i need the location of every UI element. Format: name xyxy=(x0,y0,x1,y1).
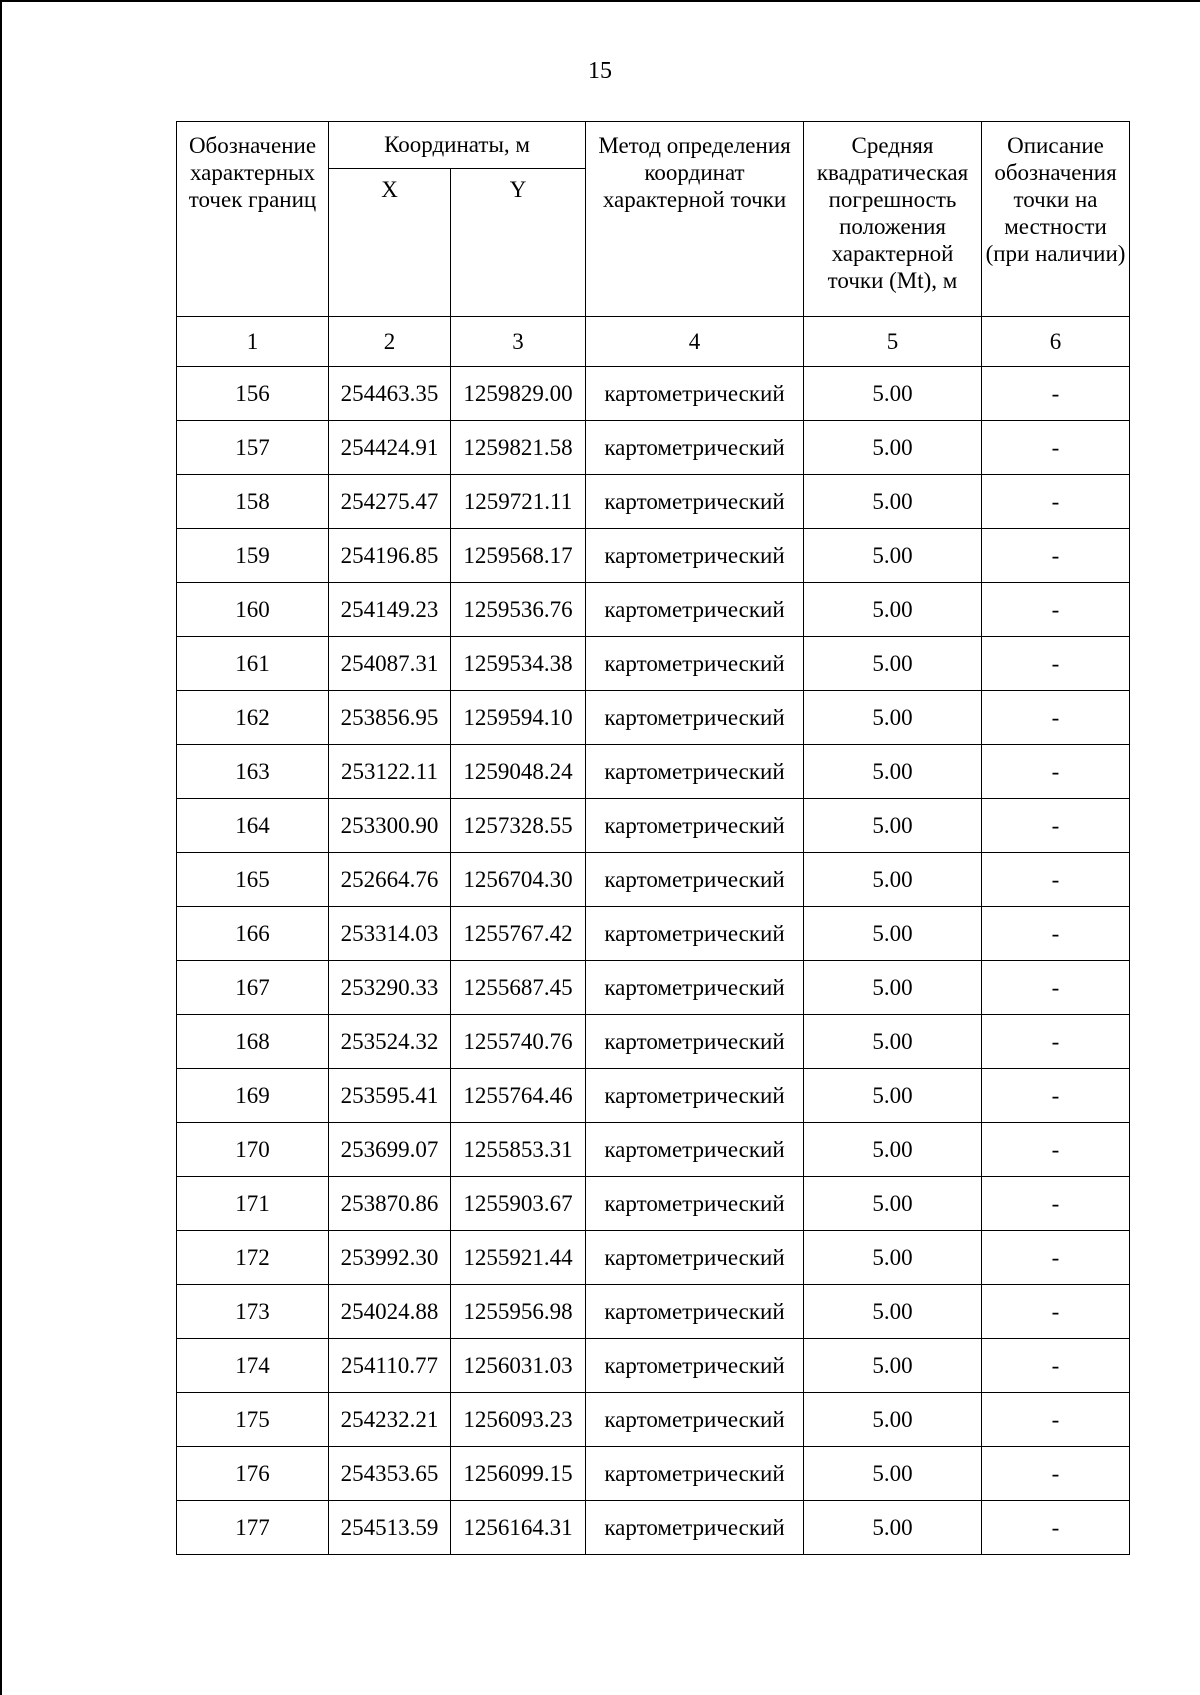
method-cell: картометрический xyxy=(586,691,804,745)
point-cell: 168 xyxy=(177,1015,329,1069)
header-x: X xyxy=(329,169,451,317)
y-coordinate-cell: 1255687.45 xyxy=(451,961,586,1015)
point-cell: 174 xyxy=(177,1339,329,1393)
description-cell: - xyxy=(982,1447,1130,1501)
y-coordinate-cell: 1255956.98 xyxy=(451,1285,586,1339)
x-coordinate-cell: 254424.91 xyxy=(329,421,451,475)
y-coordinate-cell: 1256031.03 xyxy=(451,1339,586,1393)
table-row xyxy=(177,1069,1130,1123)
table-row xyxy=(177,1015,1130,1069)
table-row xyxy=(177,691,1130,745)
mean-error-cell: 5.00 xyxy=(804,907,982,961)
x-coordinate-cell: 254232.21 xyxy=(329,1393,451,1447)
point-cell: 157 xyxy=(177,421,329,475)
point-cell: 177 xyxy=(177,1501,329,1555)
description-cell: - xyxy=(982,1123,1130,1177)
mean-error-cell: 5.00 xyxy=(804,1231,982,1285)
y-coordinate-cell: 1259048.24 xyxy=(451,745,586,799)
x-coordinate-cell: 253290.33 xyxy=(329,961,451,1015)
y-coordinate-cell: 1259594.10 xyxy=(451,691,586,745)
header-point-designation: Обозначение характерных точек границ xyxy=(177,122,329,317)
method-cell: картометрический xyxy=(586,583,804,637)
point-cell: 166 xyxy=(177,907,329,961)
x-coordinate-cell: 254024.88 xyxy=(329,1285,451,1339)
method-cell: картометрический xyxy=(586,1069,804,1123)
y-coordinate-cell: 1255853.31 xyxy=(451,1123,586,1177)
description-cell: - xyxy=(982,367,1130,421)
x-coordinate-cell: 254353.65 xyxy=(329,1447,451,1501)
x-coordinate-cell: 253595.41 xyxy=(329,1069,451,1123)
point-cell: 165 xyxy=(177,853,329,907)
method-cell: картометрический xyxy=(586,1501,804,1555)
y-coordinate-cell: 1259829.00 xyxy=(451,367,586,421)
y-coordinate-cell: 1259568.17 xyxy=(451,529,586,583)
method-cell: картометрический xyxy=(586,367,804,421)
mean-error-cell: 5.00 xyxy=(804,1177,982,1231)
y-coordinate-cell: 1256093.23 xyxy=(451,1393,586,1447)
description-cell: - xyxy=(982,1177,1130,1231)
mean-error-cell: 5.00 xyxy=(804,1393,982,1447)
mean-error-cell: 5.00 xyxy=(804,475,982,529)
table-row xyxy=(177,637,1130,691)
column-number: 3 xyxy=(451,317,586,367)
description-cell: - xyxy=(982,1231,1130,1285)
y-coordinate-cell: 1255767.42 xyxy=(451,907,586,961)
table-row xyxy=(177,1123,1130,1177)
description-cell: - xyxy=(982,691,1130,745)
table-row xyxy=(177,1285,1130,1339)
method-cell: картометрический xyxy=(586,907,804,961)
x-coordinate-cell: 253300.90 xyxy=(329,799,451,853)
column-number: 2 xyxy=(329,317,451,367)
method-cell: картометрический xyxy=(586,1447,804,1501)
method-cell: картометрический xyxy=(586,421,804,475)
x-coordinate-cell: 253524.32 xyxy=(329,1015,451,1069)
mean-error-cell: 5.00 xyxy=(804,1501,982,1555)
point-cell: 161 xyxy=(177,637,329,691)
y-coordinate-cell: 1259821.58 xyxy=(451,421,586,475)
column-number: 4 xyxy=(586,317,804,367)
y-coordinate-cell: 1255764.46 xyxy=(451,1069,586,1123)
y-coordinate-cell: 1255740.76 xyxy=(451,1015,586,1069)
description-cell: - xyxy=(982,907,1130,961)
point-cell: 175 xyxy=(177,1393,329,1447)
method-cell: картометрический xyxy=(586,1285,804,1339)
header-mean-error: Средняя квадратическая погрешность положения характерной точки (Mt), м xyxy=(804,122,982,317)
table-row xyxy=(177,583,1130,637)
method-cell: картометрический xyxy=(586,853,804,907)
point-cell: 176 xyxy=(177,1447,329,1501)
column-number: 5 xyxy=(804,317,982,367)
table-row xyxy=(177,961,1130,1015)
description-cell: - xyxy=(982,1285,1130,1339)
point-cell: 163 xyxy=(177,745,329,799)
table-row xyxy=(177,1447,1130,1501)
y-coordinate-cell: 1259721.11 xyxy=(451,475,586,529)
x-coordinate-cell: 254196.85 xyxy=(329,529,451,583)
page-number: 15 xyxy=(588,58,612,84)
header-y: Y xyxy=(451,169,586,317)
x-coordinate-cell: 253992.30 xyxy=(329,1231,451,1285)
point-cell: 158 xyxy=(177,475,329,529)
y-coordinate-cell: 1256099.15 xyxy=(451,1447,586,1501)
mean-error-cell: 5.00 xyxy=(804,529,982,583)
method-cell: картометрический xyxy=(586,1339,804,1393)
x-coordinate-cell: 253699.07 xyxy=(329,1123,451,1177)
x-coordinate-cell: 254275.47 xyxy=(329,475,451,529)
mean-error-cell: 5.00 xyxy=(804,853,982,907)
point-cell: 169 xyxy=(177,1069,329,1123)
mean-error-cell: 5.00 xyxy=(804,691,982,745)
method-cell: картометрический xyxy=(586,529,804,583)
point-cell: 167 xyxy=(177,961,329,1015)
header-description: Описание обозначения точки на местности (при наличии) xyxy=(982,122,1130,317)
description-cell: - xyxy=(982,637,1130,691)
y-coordinate-cell: 1256164.31 xyxy=(451,1501,586,1555)
table-row xyxy=(177,799,1130,853)
table-row xyxy=(177,853,1130,907)
table-row xyxy=(177,1393,1130,1447)
mean-error-cell: 5.00 xyxy=(804,1339,982,1393)
mean-error-cell: 5.00 xyxy=(804,367,982,421)
header-coordinates: Координаты, м xyxy=(329,122,586,169)
mean-error-cell: 5.00 xyxy=(804,421,982,475)
table-row xyxy=(177,1177,1130,1231)
point-cell: 159 xyxy=(177,529,329,583)
description-cell: - xyxy=(982,961,1130,1015)
mean-error-cell: 5.00 xyxy=(804,1123,982,1177)
description-cell: - xyxy=(982,1069,1130,1123)
x-coordinate-cell: 253856.95 xyxy=(329,691,451,745)
coordinates-table xyxy=(176,121,1130,1555)
point-cell: 160 xyxy=(177,583,329,637)
method-cell: картометрический xyxy=(586,475,804,529)
description-cell: - xyxy=(982,475,1130,529)
y-coordinate-cell: 1259536.76 xyxy=(451,583,586,637)
description-cell: - xyxy=(982,421,1130,475)
method-cell: картометрический xyxy=(586,961,804,1015)
method-cell: картометрический xyxy=(586,1231,804,1285)
mean-error-cell: 5.00 xyxy=(804,637,982,691)
point-cell: 171 xyxy=(177,1177,329,1231)
y-coordinate-cell: 1257328.55 xyxy=(451,799,586,853)
y-coordinate-cell: 1256704.30 xyxy=(451,853,586,907)
mean-error-cell: 5.00 xyxy=(804,1069,982,1123)
header-method: Метод определения координат характерной точки xyxy=(586,122,804,317)
x-coordinate-cell: 252664.76 xyxy=(329,853,451,907)
method-cell: картометрический xyxy=(586,1393,804,1447)
table-row xyxy=(177,529,1130,583)
description-cell: - xyxy=(982,853,1130,907)
description-cell: - xyxy=(982,1015,1130,1069)
method-cell: картометрический xyxy=(586,1177,804,1231)
table-row xyxy=(177,367,1130,421)
x-coordinate-cell: 253314.03 xyxy=(329,907,451,961)
table-row xyxy=(177,907,1130,961)
description-cell: - xyxy=(982,745,1130,799)
mean-error-cell: 5.00 xyxy=(804,1285,982,1339)
point-cell: 156 xyxy=(177,367,329,421)
x-coordinate-cell: 254087.31 xyxy=(329,637,451,691)
table-row xyxy=(177,1339,1130,1393)
point-cell: 172 xyxy=(177,1231,329,1285)
description-cell: - xyxy=(982,583,1130,637)
x-coordinate-cell: 253122.11 xyxy=(329,745,451,799)
method-cell: картометрический xyxy=(586,799,804,853)
y-coordinate-cell: 1259534.38 xyxy=(451,637,586,691)
point-cell: 173 xyxy=(177,1285,329,1339)
x-coordinate-cell: 254149.23 xyxy=(329,583,451,637)
table-row xyxy=(177,1501,1130,1555)
table-row xyxy=(177,421,1130,475)
x-coordinate-cell: 253870.86 xyxy=(329,1177,451,1231)
x-coordinate-cell: 254463.35 xyxy=(329,367,451,421)
column-number: 1 xyxy=(177,317,329,367)
column-number: 6 xyxy=(982,317,1130,367)
mean-error-cell: 5.00 xyxy=(804,583,982,637)
method-cell: картометрический xyxy=(586,1015,804,1069)
method-cell: картометрический xyxy=(586,637,804,691)
description-cell: - xyxy=(982,1393,1130,1447)
y-coordinate-cell: 1255903.67 xyxy=(451,1177,586,1231)
description-cell: - xyxy=(982,799,1130,853)
mean-error-cell: 5.00 xyxy=(804,799,982,853)
x-coordinate-cell: 254110.77 xyxy=(329,1339,451,1393)
y-coordinate-cell: 1255921.44 xyxy=(451,1231,586,1285)
method-cell: картометрический xyxy=(586,1123,804,1177)
table-row xyxy=(177,1231,1130,1285)
point-cell: 170 xyxy=(177,1123,329,1177)
point-cell: 164 xyxy=(177,799,329,853)
description-cell: - xyxy=(982,1501,1130,1555)
description-cell: - xyxy=(982,1339,1130,1393)
column-numbers-row xyxy=(177,317,1130,367)
description-cell: - xyxy=(982,529,1130,583)
mean-error-cell: 5.00 xyxy=(804,961,982,1015)
method-cell: картометрический xyxy=(586,745,804,799)
point-cell: 162 xyxy=(177,691,329,745)
table-row xyxy=(177,475,1130,529)
x-coordinate-cell: 254513.59 xyxy=(329,1501,451,1555)
table-row xyxy=(177,745,1130,799)
mean-error-cell: 5.00 xyxy=(804,1015,982,1069)
mean-error-cell: 5.00 xyxy=(804,745,982,799)
mean-error-cell: 5.00 xyxy=(804,1447,982,1501)
